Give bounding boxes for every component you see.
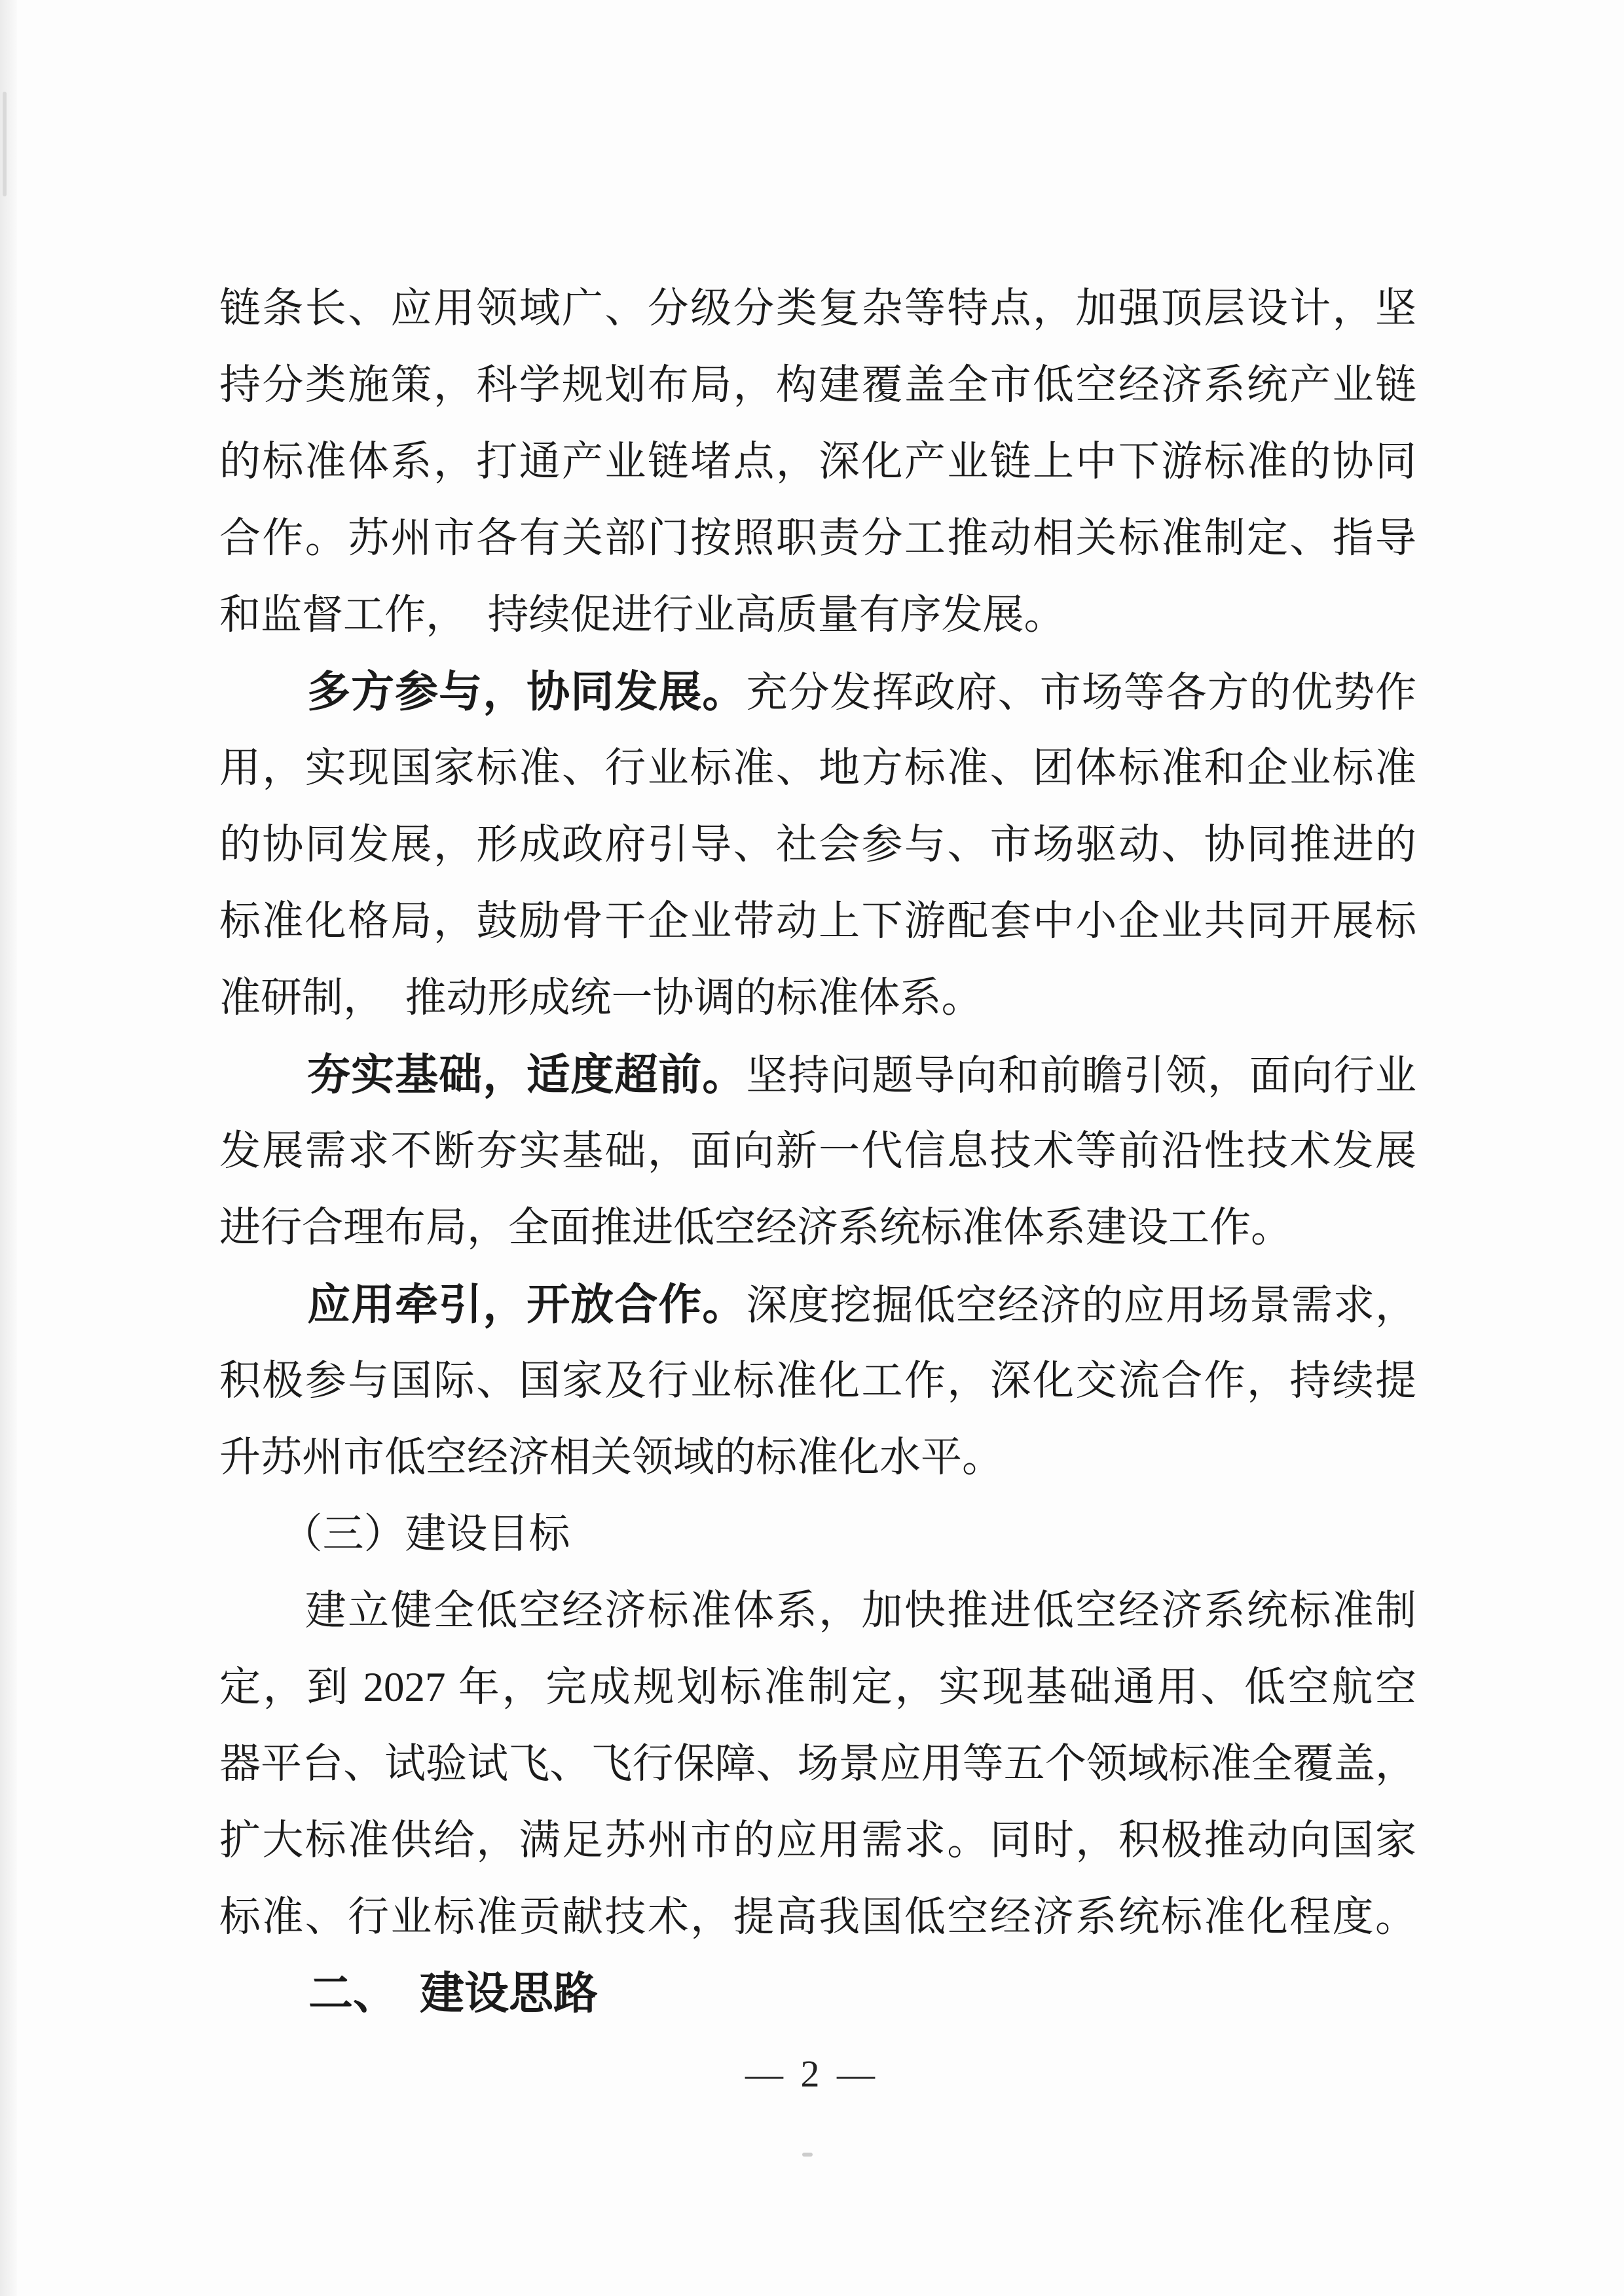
text-line-22 (219, 1879, 1416, 1956)
text-line-20 (219, 1726, 1416, 1802)
text-segment-body: 充分发挥政府、市场等各方的优势作 (746, 670, 1417, 716)
text-segment-body: 标准化格局，鼓励骨干企业带动上下游配套中小企业共同开展标 (219, 898, 1416, 944)
text-line-13 (219, 1190, 1416, 1266)
text-line-7 (219, 730, 1416, 807)
text-segment-body: 合作。苏州市各有关部门按照职责分工推动相关标准制定、指导 (219, 515, 1416, 561)
text-segment-bold: 夯实基础，适度超前。 (219, 1050, 747, 1099)
text-line-6 (219, 653, 1416, 730)
text-segment-kai: （三）建设目标 (219, 1511, 570, 1557)
text-line-11 (219, 1036, 1416, 1113)
text-segment-body: 用，实现国家标准、行业标准、地方标准、团体标准和企业标准 (219, 745, 1416, 791)
text-segment-body: 深度挖掘低空经济的应用场景需求， (746, 1283, 1417, 1328)
text-line-3 (219, 424, 1416, 500)
scan-edge-mark (3, 92, 7, 196)
document-body (219, 270, 1416, 2032)
text-segment-body: 器平台、试验试飞、飞行保障、场景应用等五个领域标准全覆盖， (219, 1741, 1416, 1787)
text-line-19 (219, 1649, 1416, 1726)
text-segment-body: 扩大标准供给，满足苏州市的应用需求。同时，积极推动向国家 (219, 1817, 1416, 1863)
text-line-4 (219, 500, 1416, 577)
scan-speck-artifact (802, 2153, 813, 2157)
text-segment-body: 升苏州市低空经济相关领域的标准化水平。 (219, 1434, 1003, 1480)
text-segment-bold: 多方参与，协同发展。 (219, 667, 747, 716)
text-line-21 (219, 1802, 1416, 1879)
text-line-12 (219, 1113, 1416, 1190)
text-segment-body: 进行合理布局，全面推进低空经济系统标准体系建设工作。 (219, 1205, 1292, 1250)
text-segment-body: 积极参与国际、国家及行业标准化工作，深化交流合作，持续提 (219, 1358, 1416, 1404)
text-segment-body: 标准、行业标准贡献技术，提高我国低空经济系统标准化程度。 (219, 1894, 1416, 1940)
text-line-8 (219, 807, 1416, 883)
text-line-18 (219, 1573, 1416, 1649)
text-segment-body: 建立健全低空经济标准体系，加快推进低空经济系统标准制 (219, 1588, 1416, 1633)
text-line-1 (219, 270, 1416, 347)
text-segment-body: 发展需求不断夯实基础，面向新一代信息技术等前沿性技术发展 (219, 1128, 1416, 1174)
text-segment-body: 坚持问题导向和前瞻引领，面向行业 (746, 1053, 1417, 1099)
text-segment-body: 准研制， 推动形成统一协调的标准体系。 (219, 975, 983, 1021)
text-segment-body: 的标准体系，打通产业链堵点，深化产业链上中下游标准的协同 (219, 439, 1416, 484)
text-line-10 (219, 960, 1416, 1036)
text-line-2 (219, 347, 1416, 424)
text-segment-body: 和监督工作， 持续促进行业高质量有序发展。 (219, 592, 1065, 638)
text-segment-body: 持分类施策，科学规划布局，构建覆盖全市低空经济系统产业链 (219, 362, 1416, 408)
text-segment-heading: 二、 建设思路 (219, 1969, 599, 2018)
page-number: — 2 — (745, 2052, 879, 2095)
text-line-5 (219, 577, 1416, 653)
text-line-23 (219, 1956, 1416, 2032)
scan-edge-artifact (0, 0, 17, 2296)
text-line-14 (219, 1266, 1416, 1343)
text-segment-body: 的协同发展，形成政府引导、社会参与、市场驱动、协同推进的 (219, 822, 1416, 867)
text-segment-body: 定，到 2027 年，完成规划标准制定，实现基础通用、低空航空 (219, 1664, 1416, 1710)
text-line-9 (219, 883, 1416, 960)
text-line-15 (219, 1343, 1416, 1419)
text-segment-bold: 应用牵引，开放合作。 (219, 1280, 747, 1328)
text-segment-body: 链条长、应用领域广、分级分类复杂等特点，加强顶层设计，坚 (219, 285, 1416, 331)
text-line-17 (219, 1496, 1416, 1573)
text-line-16 (219, 1419, 1416, 1496)
